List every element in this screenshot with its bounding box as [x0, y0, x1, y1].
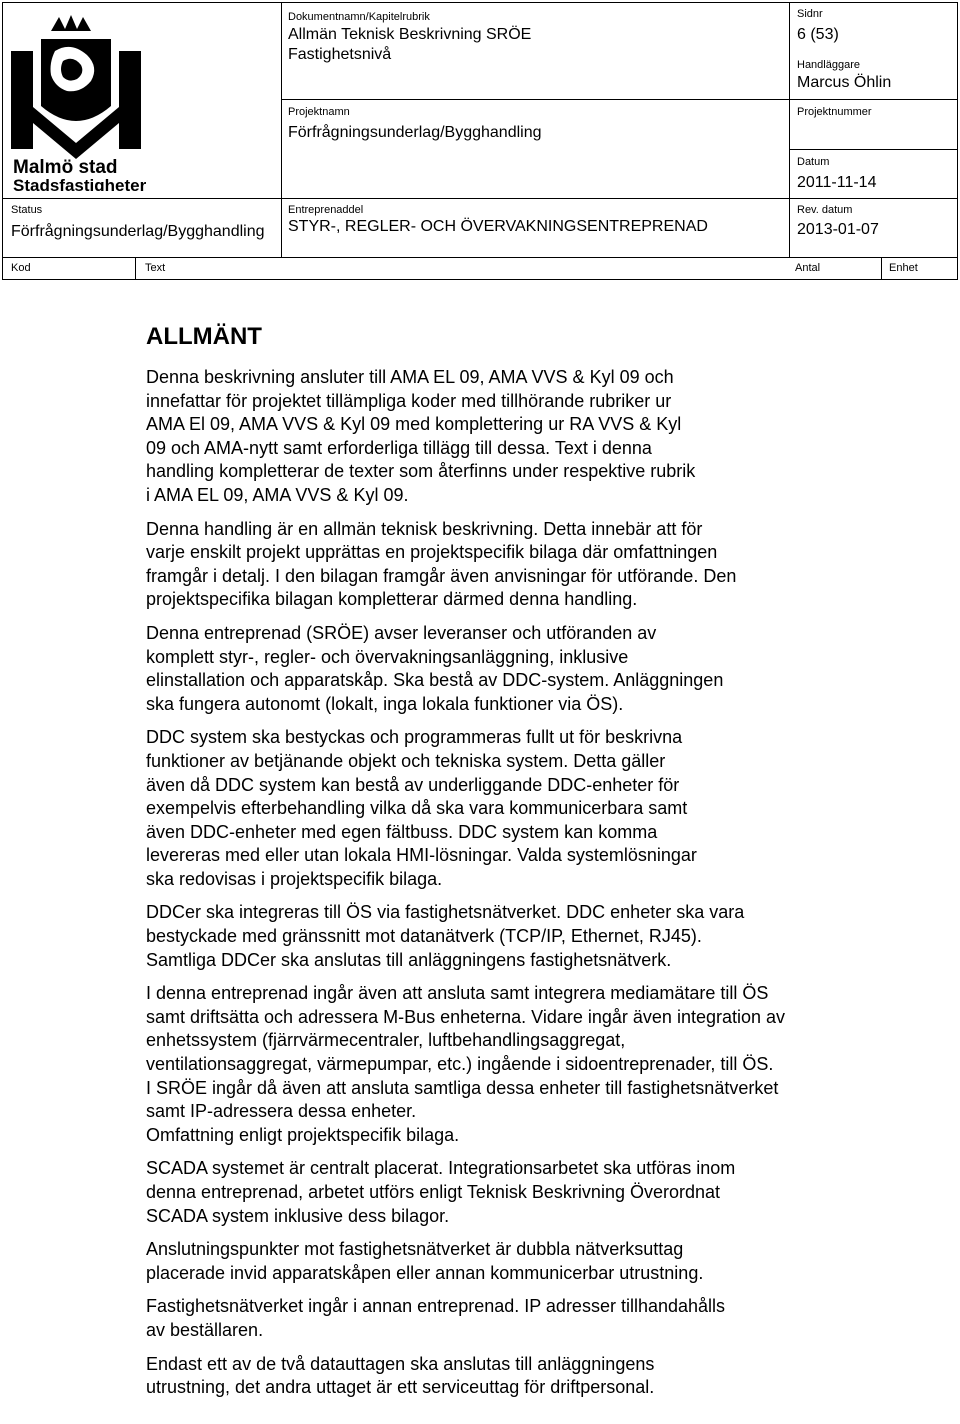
body-paragraph: I denna entreprenad ingår även att ansluta samt integrera mediamätare till ÖS samt driftsätta och adressera M-Bus enheterna. Vidare ingår även integration av enhetssystem (fjärrvärmecentraler, luftbehandlingsaggregat, ventilationsaggregat, värmepumpar, etc.) ingående i sidoentreprenader, till ÖS. I SRÖE ingår då även att ansluta samtliga dessa enheter till fastighetsnätverket samt IP-adressera dessa enheter. Omfattning enligt projektspecifik bilaga. — [146, 983, 786, 1145]
section-heading: ALLMÄNT — [146, 323, 262, 350]
body-paragraph: Denna handling är en allmän teknisk beskrivning. Detta innebär att för varje enskilt projekt upprättas en projektspecifik bilaga där omfattningen framgår i detalj. I den bilagan framgår även anvisningar för utförande. Den projektspecifika bilagan kompletterar därmed denna handling. — [146, 518, 737, 610]
body-paragraph: Fastighetsnätverket ingår i annan entreprenad. IP adresser tillhandahålls av beställaren. — [146, 1296, 726, 1340]
status-label: Status — [11, 204, 43, 216]
page-number-label: Sidnr — [797, 8, 823, 20]
header-divider — [3, 198, 957, 199]
project-name-label: Projektnamn — [288, 106, 350, 118]
handler-value: Marcus Öhlin — [797, 74, 892, 91]
doc-name-label: Dokumentnamn/Kapitelrubrik — [288, 11, 430, 23]
status-value: Förfrågningsunderlag/Bygghandling — [11, 223, 265, 240]
column-enhet: Enhet — [889, 262, 918, 274]
doc-name-line2: Fastighetsnivå — [288, 46, 392, 63]
column-divider — [881, 258, 882, 279]
body-paragraph: SCADA systemet är centralt placerat. Integrationsarbetet ska utföras inom denna entreprenad, arbetet utförs enligt Teknisk Beskrivning Överordnat SCADA system inklusive dess bilagor. — [146, 1158, 736, 1226]
column-text: Text — [145, 262, 166, 274]
header-divider — [281, 3, 282, 257]
date-label: Datum — [797, 156, 830, 168]
revision-date-value: 2013-01-07 — [797, 221, 879, 238]
column-antal: Antal — [795, 262, 821, 274]
header-divider — [789, 3, 790, 257]
body-paragraph: Endast ett av de två datauttagen ska anslutas till anläggningens utrustning, det andra uttaget är ett serviceuttag för driftpersonal. — [146, 1353, 655, 1398]
column-kod: Kod — [11, 262, 31, 274]
project-name-value: Förfrågningsunderlag/Bygghandling — [288, 124, 542, 141]
malmo-griffin-crest-icon — [11, 11, 191, 191]
svg-text:Malmö stad: Malmö stad — [13, 157, 118, 178]
body-paragraph: DDCer ska integreras till ÖS via fastighetsnätverket. DDC enheter ska vara bestyckade med gränssnitt mot datanätverk (TCP/IP, Ethernet, RJ45). Samtliga DDCer ska anslutas till anläggningens fastighetsnätverk. — [146, 902, 745, 970]
contract-part-label: Entreprenaddel — [288, 204, 364, 216]
body-paragraph: Denna beskrivning ansluter till AMA EL 09, AMA VVS & Kyl 09 och innefattar för projektet tillämpliga koder med tillhörande rubriker ur AMA El 09, AMA VVS & Kyl 09 med komplettering ur RA VVS & Kyl 09 och AMA-nytt samt erforderliga tillägg till dessa. Text i denna handling kompletterar de texter som återfinns under respektive rubrik i AMA EL 09, AMA VVS & Kyl 09. — [146, 367, 696, 505]
column-header-row — [2, 258, 958, 280]
column-divider — [135, 258, 136, 279]
doc-name-line1: Allmän Teknisk Beskrivning SRÖE — [288, 26, 532, 43]
body-paragraph: Denna entreprenad (SRÖE) avser leveranser och utföranden av komplett styr-, regler- och övervakningsanläggning, inklusive elinstallation och apparatskåp. Ska bestå av DDC-system. Anläggningen ska fungera autonomt (lokalt, inga lokala funktioner via ÖS). — [146, 622, 724, 714]
document-header — [2, 2, 958, 258]
date-value: 2011-11-14 — [797, 174, 877, 191]
document-body — [146, 322, 906, 1410]
page-number-value: 6 (53) — [797, 26, 839, 43]
body-paragraph: DDC system ska bestyckas och programmeras fullt ut för beskrivna funktioner av betjänande objekt och tekniska system. Detta gäller även då DDC system kan bestå av underliggande DDC-enheter för exempelvis efterbehandling vilka då ska vara kommunicerbara samt även DDC-enheter med egen fältbuss. DDC system kan komma levereras med eller utan lokala HMI-lösningar. Valda systemlösningar ska redovisas i projektspecifik bilaga. — [146, 727, 697, 889]
header-divider — [789, 149, 957, 150]
project-number-label: Projektnummer — [797, 106, 872, 118]
contract-part-value: STYR-, REGLER- OCH ÖVERVAKNINGSENTREPRENAD — [288, 218, 708, 235]
revision-date-label: Rev. datum — [797, 204, 853, 216]
header-divider — [281, 99, 957, 100]
handler-label: Handläggare — [797, 59, 860, 71]
body-paragraph: Anslutningspunkter mot fastighetsnätverket är dubbla nätverksuttag placerade invid apparatskåpen eller annan kommunicerbar utrustning. — [146, 1239, 704, 1283]
svg-text:Stadsfastigheter: Stadsfastigheter — [13, 176, 147, 191]
malmo-stad-logo — [11, 11, 191, 191]
